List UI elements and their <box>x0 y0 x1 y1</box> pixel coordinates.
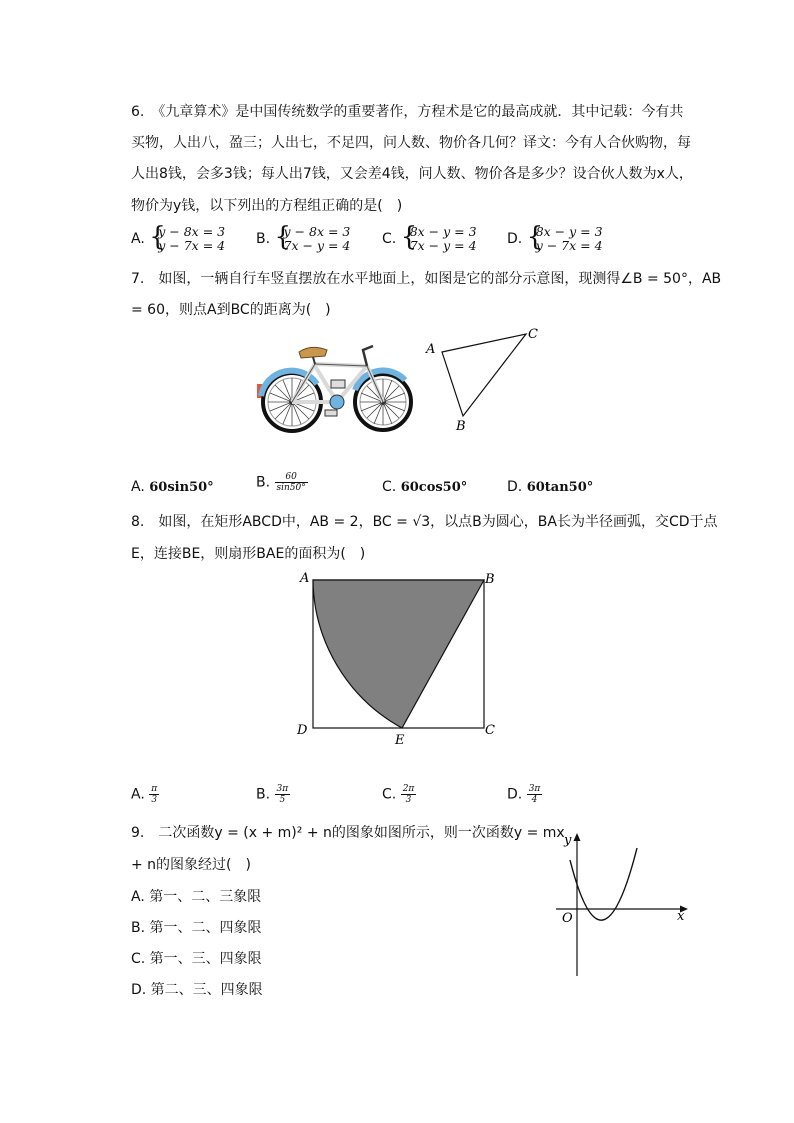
chainring <box>330 395 344 409</box>
fraction-denominator: 5 <box>279 795 286 805</box>
pedal <box>331 380 345 388</box>
equation: 8x − y = 3 <box>535 224 603 239</box>
option-label: B. <box>256 474 271 491</box>
point-a-label: A <box>426 342 436 357</box>
q9-option-a[interactable]: A. 第一、二、三象限 <box>131 889 262 905</box>
option-label: B. <box>256 786 271 803</box>
q7-triangle-figure <box>420 320 540 436</box>
fraction-numerator: 3π <box>528 784 541 794</box>
option-label: D. <box>507 786 523 803</box>
q8-text-line-2: E，连接BE，则扇形BAE的面积为( ) <box>131 546 366 562</box>
equation-system: { y − 8x = 3 7x − y = 4 <box>274 222 351 253</box>
equation: y − 8x = 3 <box>283 224 351 239</box>
q9-option-d[interactable]: D. 第二、三、四象限 <box>131 982 263 998</box>
equation-system: { 8x − y = 3 y − 7x = 4 <box>526 222 603 253</box>
option-expression: 60cos50° <box>400 480 468 495</box>
point-b-label: B <box>456 419 466 434</box>
fraction-numerator: 2π <box>402 784 415 794</box>
q8-option-d[interactable] <box>507 784 542 805</box>
q6-option-d[interactable] <box>507 222 603 253</box>
equation: 7x − y = 4 <box>283 238 351 253</box>
fraction <box>527 784 543 805</box>
q8-rectangle-figure <box>292 566 504 750</box>
q9-option-c[interactable]: C. 第一、三、四象限 <box>131 951 262 967</box>
option-label: A. <box>131 231 145 247</box>
option-label: B. <box>256 231 271 247</box>
q9-text-line-2: + n的图象经过( ) <box>131 857 251 873</box>
q9-option-b[interactable]: B. 第一、二、四象限 <box>131 920 262 936</box>
q7-text-line-1: 7. 如图，一辆自行车竖直摆放在水平地面上，如图是它的部分示意图，现测得∠B = 50°，AB <box>131 271 722 287</box>
sector-bae <box>313 580 484 728</box>
q6-text-line-2: 买物，人出八，盈三；人出七，不足四，问人数、物价各几何？译文：今有人合伙购物，每 <box>131 135 691 151</box>
equation: y − 7x = 4 <box>158 238 226 253</box>
point-d-label: D <box>297 723 308 738</box>
fraction-denominator: 4 <box>531 795 538 805</box>
fraction-denominator: 3 <box>151 795 158 805</box>
q9-parabola-graph <box>550 826 694 982</box>
q6-text-line-4: 物价为y钱，以下列出的方程组正确的是( ) <box>131 198 403 214</box>
origin-label: O <box>562 911 573 926</box>
triangle-abc <box>442 334 526 416</box>
option-expression: 60sin50° <box>149 480 214 495</box>
fraction-numerator: 60 <box>275 472 308 483</box>
q7-option-b[interactable] <box>256 472 308 493</box>
option-expression: 60tan50° <box>526 480 594 495</box>
bicycle-illustration <box>255 332 415 434</box>
fraction <box>401 784 417 805</box>
q7-option-d[interactable] <box>507 478 593 497</box>
q6-option-b[interactable] <box>256 222 351 253</box>
option-label: D. <box>507 479 523 495</box>
equation-system: { 8x − y = 3 7x − y = 4 <box>400 222 477 253</box>
q6-option-c[interactable] <box>382 222 477 253</box>
y-axis-arrow-icon <box>574 833 581 841</box>
point-c-label: C <box>528 327 538 342</box>
option-label: C. <box>382 786 397 803</box>
fraction-denominator: 3 <box>405 795 412 805</box>
option-label: D. <box>507 231 523 247</box>
equation: 7x − y = 4 <box>409 238 477 253</box>
fraction <box>275 784 291 805</box>
point-b-label: B <box>485 572 495 587</box>
option-label: A. <box>131 479 145 495</box>
point-e-label: E <box>395 733 405 748</box>
q6-text-line-3: 人出8钱，会多3钱；每人出7钱，又会差4钱，问人数、物价各是多少？设合伙人数为x人， <box>131 166 693 182</box>
fraction-numerator: π <box>151 784 158 794</box>
fraction-denominator: sin50° <box>276 483 306 493</box>
q8-option-b[interactable] <box>256 784 290 805</box>
equation-system: { y − 8x = 3 y − 7x = 4 <box>149 222 226 253</box>
fraction <box>275 472 308 493</box>
equation: 8x − y = 3 <box>409 224 477 239</box>
q7-option-c[interactable] <box>382 478 467 497</box>
q6-text-line-1: 6. 《九章算术》是中国传统数学的重要著作，方程术是它的最高成就．其中记载：今有共 <box>131 104 684 120</box>
q8-option-a[interactable] <box>131 784 159 805</box>
q7-text-line-2: = 60，则点A到BC的距离为( ) <box>131 302 331 318</box>
handlebar <box>363 346 373 366</box>
option-label: C. <box>382 479 397 495</box>
equation: y − 8x = 3 <box>158 224 226 239</box>
y-axis-label: y <box>564 833 572 848</box>
option-label: C. <box>382 231 397 247</box>
point-a-label: A <box>300 571 310 586</box>
seat <box>299 347 327 358</box>
q7-option-a[interactable] <box>131 478 214 497</box>
q8-text-line-1: 8. 如图，在矩形ABCD中，AB = 2，BC = √3，以点B为圆心，BA长为半径画弧，交CD于点 <box>131 514 718 530</box>
x-axis-label: x <box>677 909 685 924</box>
point-c-label: C <box>485 723 495 738</box>
equation: y − 7x = 4 <box>535 238 603 253</box>
q8-option-c[interactable] <box>382 784 416 805</box>
option-label: A. <box>131 786 145 803</box>
q6-option-a[interactable] <box>131 222 226 253</box>
fraction <box>149 784 159 805</box>
fraction-numerator: 3π <box>276 784 289 794</box>
q9-text-line-1: 9. 二次函数y = (x + m)² + n的图象如图所示，则一次函数y = mx <box>131 825 565 841</box>
